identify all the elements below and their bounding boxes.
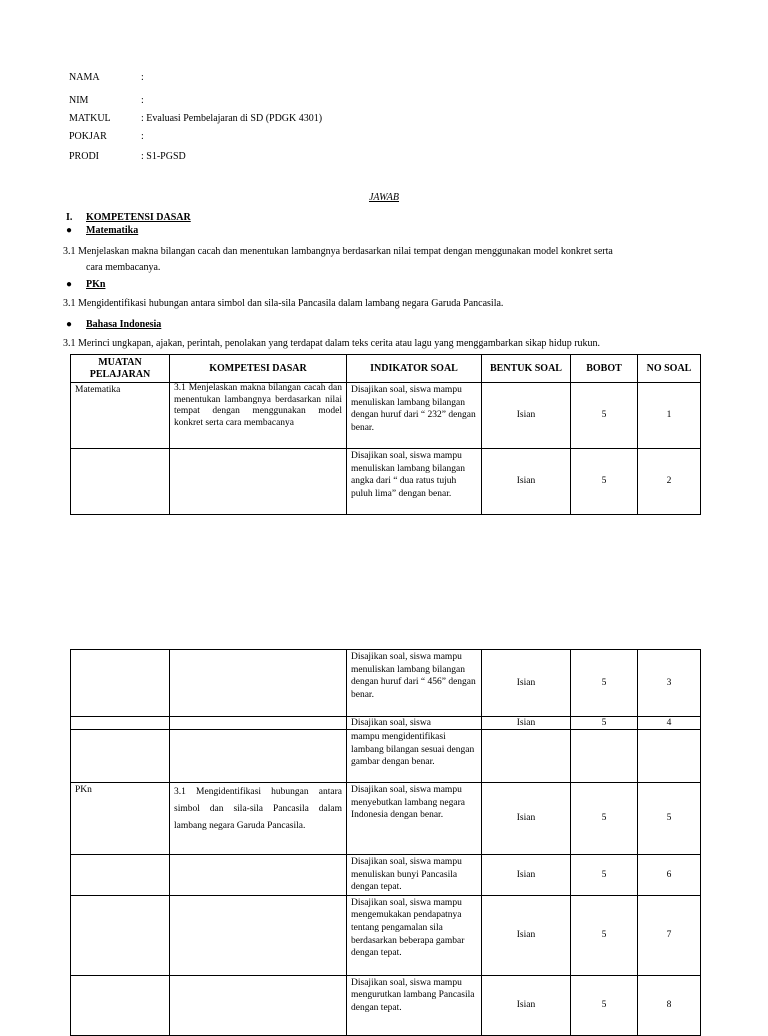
subject-bindo-text: 3.1 Merinci ungkapan, ajakan, perintah, penolakan yang terdapat dalam teks cerita atau lagu yang menggambarkan sikap hidup rukun. xyxy=(63,338,601,349)
cell-bobot: 5 xyxy=(571,449,638,515)
cell-indikator: Disajikan soal, siswa mampu menuliskan lambang bilangan dengan huruf dari “ 232” dengan benar. xyxy=(347,383,482,449)
cell-kd xyxy=(170,449,347,515)
table-row xyxy=(71,855,701,896)
cell-indikator: Disajikan soal, siswa xyxy=(347,717,482,730)
header-muatan: MUATAN PELAJARAN xyxy=(71,355,170,383)
table-row xyxy=(71,383,701,449)
cell-muatan xyxy=(71,895,170,975)
table-row xyxy=(71,730,701,783)
field-label-pokjar: POKJAR xyxy=(69,131,107,142)
cell-muatan: PKn xyxy=(71,783,170,855)
cell-kd xyxy=(170,975,347,1035)
cell-kd: 3.1 Menjelaskan makna bilangan cacah dan menentukan lambangnya berdasarkan nilai tempat dengan menggunakan model konkret serta cara membacanya xyxy=(170,383,347,449)
kisi-kisi-table-2 xyxy=(70,649,701,1036)
field-label-nama: NAMA xyxy=(69,72,100,83)
cell-bentuk: Isian xyxy=(482,383,571,449)
cell-muatan xyxy=(71,449,170,515)
cell-no: 7 xyxy=(638,895,701,975)
bullet-icon: ● xyxy=(66,319,73,330)
cell-bobot: 5 xyxy=(571,783,638,855)
table-row xyxy=(71,449,701,515)
cell-bentuk: Isian xyxy=(482,650,571,717)
cell-muatan xyxy=(71,650,170,717)
cell-muatan xyxy=(71,717,170,730)
subject-math-name: Matematika xyxy=(86,225,139,236)
cell-no: 8 xyxy=(638,975,701,1035)
table-row xyxy=(71,975,701,1035)
cell-bentuk: Isian xyxy=(482,975,571,1035)
bullet-icon: ● xyxy=(66,279,73,290)
cell-indikator: Disajikan soal, siswa mampu menyebutkan lambang negara Indonesia dengan benar. xyxy=(347,783,482,855)
table-row xyxy=(71,783,701,855)
cell-muatan xyxy=(71,855,170,896)
cell-muatan xyxy=(71,975,170,1035)
cell-indikator: mampu mengidentifikasi lambang bilangan sesuai dengan gambar dengan benar. xyxy=(347,730,482,783)
cell-kd xyxy=(170,895,347,975)
table-row xyxy=(71,895,701,975)
cell-bentuk: Isian xyxy=(482,895,571,975)
kisi-kisi-table-1 xyxy=(70,354,701,515)
cell-bentuk: Isian xyxy=(482,783,571,855)
cell-no: 1 xyxy=(638,383,701,449)
field-value-prodi: : S1-PGSD xyxy=(141,151,186,162)
cell-kd xyxy=(170,650,347,717)
header-no: NO SOAL xyxy=(638,355,701,383)
cell-no: 5 xyxy=(638,783,701,855)
subject-math-text: 3.1 Menjelaskan makna bilangan cacah dan menentukan lambangnya berdasarkan nilai tempat dengan menggunakan model konkret serta xyxy=(63,246,613,257)
subject-pkn-text: 3.1 Mengidentifikasi hubungan antara simbol dan sila-sila Pancasila dalam lambang negara Garuda Pancasila. xyxy=(63,298,504,309)
section-number: I. xyxy=(66,212,73,223)
cell-bentuk: Isian xyxy=(482,717,571,730)
cell-no: 6 xyxy=(638,855,701,896)
header-bentuk: BENTUK SOAL xyxy=(482,355,571,383)
header-indikator: INDIKATOR SOAL xyxy=(347,355,482,383)
cell-no xyxy=(638,730,701,783)
cell-bobot: 5 xyxy=(571,895,638,975)
cell-indikator: Disajikan soal, siswa mampu menuliskan bunyi Pancasila dengan tepat. xyxy=(347,855,482,896)
field-label-prodi: PRODI xyxy=(69,151,100,162)
cell-bobot: 5 xyxy=(571,383,638,449)
cell-indikator: Disajikan soal, siswa mampu mengemukakan pendapatnya tentang pengamalan sila berdasarkan beberapa gambar dengan tepat. xyxy=(347,895,482,975)
cell-bobot: 5 xyxy=(571,650,638,717)
cell-kd: 3.1 Mengidentifikasi hubungan antara simbol dan sila-sila Pancasila dalam lambang negara Garuda Pancasila. xyxy=(170,783,347,855)
cell-kd xyxy=(170,855,347,896)
table-row xyxy=(71,650,701,717)
cell-no: 4 xyxy=(638,717,701,730)
subject-pkn-name: PKn xyxy=(86,279,106,290)
field-value-nama: : xyxy=(141,72,144,83)
cell-bentuk xyxy=(482,730,571,783)
cell-no: 2 xyxy=(638,449,701,515)
bullet-icon: ● xyxy=(66,225,73,236)
cell-indikator: Disajikan soal, siswa mampu mengurutkan lambang Pancasila dengan tepat. xyxy=(347,975,482,1035)
cell-bobot: 5 xyxy=(571,975,638,1035)
cell-no: 3 xyxy=(638,650,701,717)
cell-bentuk: Isian xyxy=(482,449,571,515)
cell-kd xyxy=(170,717,347,730)
cell-indikator: Disajikan soal, siswa mampu menuliskan lambang bilangan dengan huruf dari “ 456” dengan benar. xyxy=(347,650,482,717)
subject-bindo-name: Bahasa Indonesia xyxy=(86,319,162,330)
section-title: KOMPETENSI DASAR xyxy=(86,212,191,223)
header-kompetensi: KOMPETESI DASAR xyxy=(170,355,347,383)
field-value-matkul: : Evaluasi Pembelajaran di SD (PDGK 4301) xyxy=(141,113,323,124)
cell-muatan xyxy=(71,730,170,783)
field-value-pokjar: : xyxy=(141,131,144,142)
cell-kd xyxy=(170,730,347,783)
field-label-matkul: MATKUL xyxy=(69,113,111,124)
cell-bobot: 5 xyxy=(571,717,638,730)
page-title: JAWAB xyxy=(368,192,400,203)
field-value-nim: : xyxy=(141,95,144,106)
header-bobot: BOBOT xyxy=(571,355,638,383)
table-row xyxy=(71,717,701,730)
cell-muatan: Matematika xyxy=(71,383,170,449)
cell-bentuk: Isian xyxy=(482,855,571,896)
cell-bobot: 5 xyxy=(571,855,638,896)
field-label-nim: NIM xyxy=(69,95,89,106)
subject-math-text-cont: cara membacanya. xyxy=(86,262,161,273)
cell-indikator: Disajikan soal, siswa mampu menuliskan lambang bilangan angka dari “ dua ratus tujuh puluh lima” dengan benar. xyxy=(347,449,482,515)
cell-bobot xyxy=(571,730,638,783)
